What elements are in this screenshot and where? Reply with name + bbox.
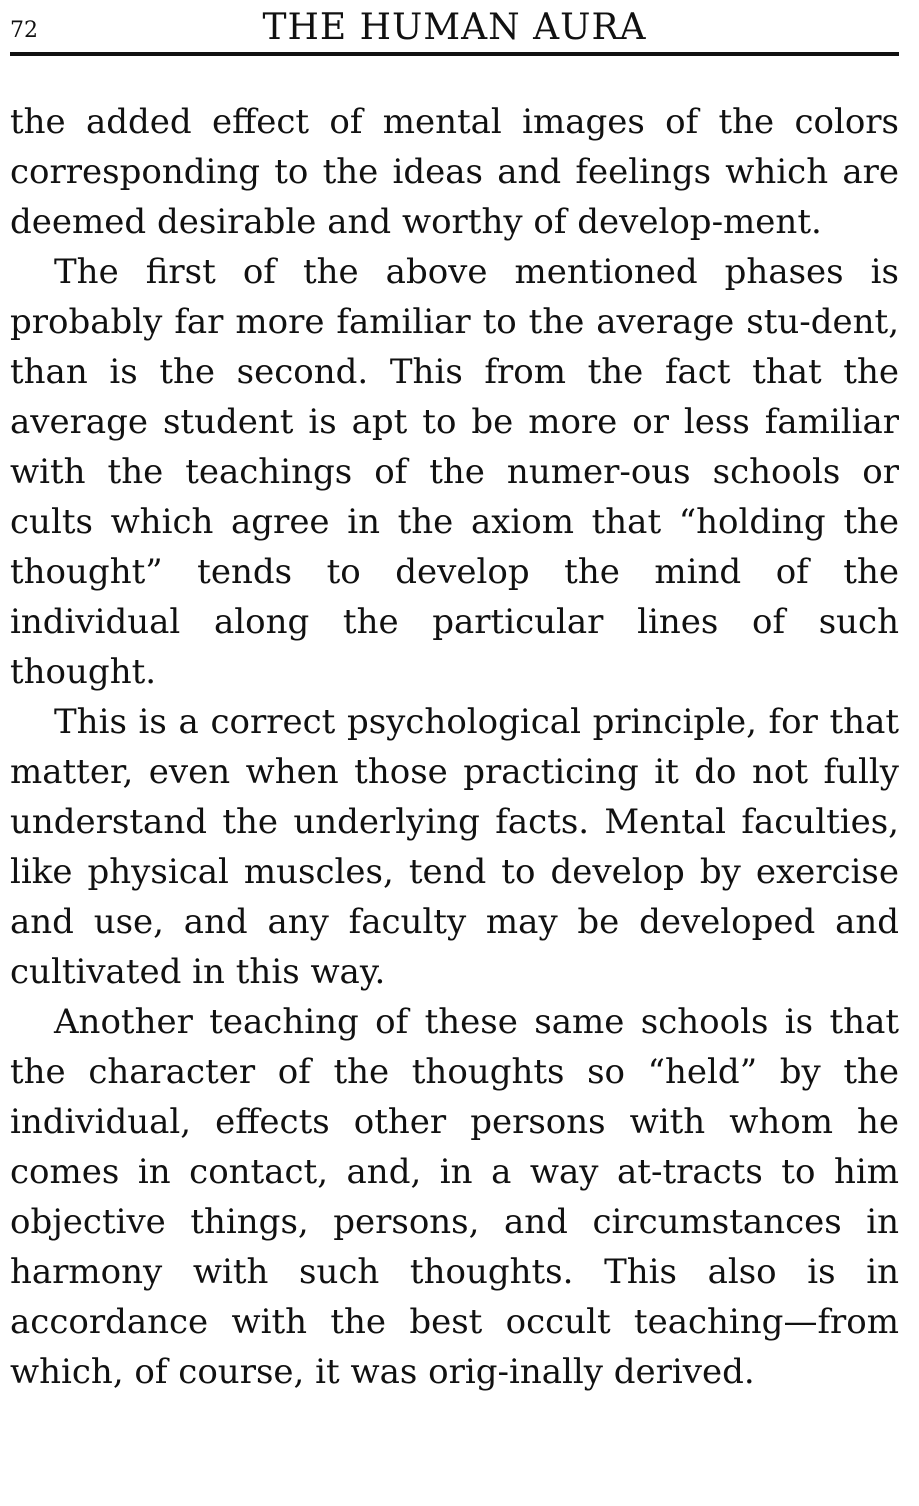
- paragraph-continued: the added effect of mental images of the colors corresponding to the ideas and feelings which are deemed desirable and worthy of develop-ment.: [10, 102, 899, 242]
- page-header: [10, 4, 899, 52]
- paragraph: Another teaching of these same schools is that the character of the thoughts so “held” by the individual, effects other persons with whom he comes in contact, and, in a way at-tracts to him objective things, persons, and circumstances in harmony with such thoughts. This also is in accordance with the best occult teaching—from which, of course, it was orig-inally derived.: [10, 1002, 899, 1392]
- paragraph: This is a correct psychological principle, for that matter, even when those practicing it do not fully understand the underlying facts. Mental faculties, like physical muscles, tend to develop by exercise and use, and any faculty may be developed and cultivated in this way.: [10, 702, 899, 992]
- header-rule: [10, 52, 899, 56]
- paragraph: The first of the above mentioned phases is probably far more familiar to the average stu-dent, than is the second. This from the fact that the average student is apt to be more or less familiar with the teachings of the numer-ous schools or cults which agree in the axiom that “holding the thought” tends to develop the mind of the individual along the particular lines of such thought.: [10, 252, 899, 692]
- running-title: THE HUMAN AURA: [262, 7, 647, 48]
- body-text: [10, 97, 899, 1397]
- page-number: 72: [10, 18, 38, 43]
- book-page: [10, 0, 899, 1506]
